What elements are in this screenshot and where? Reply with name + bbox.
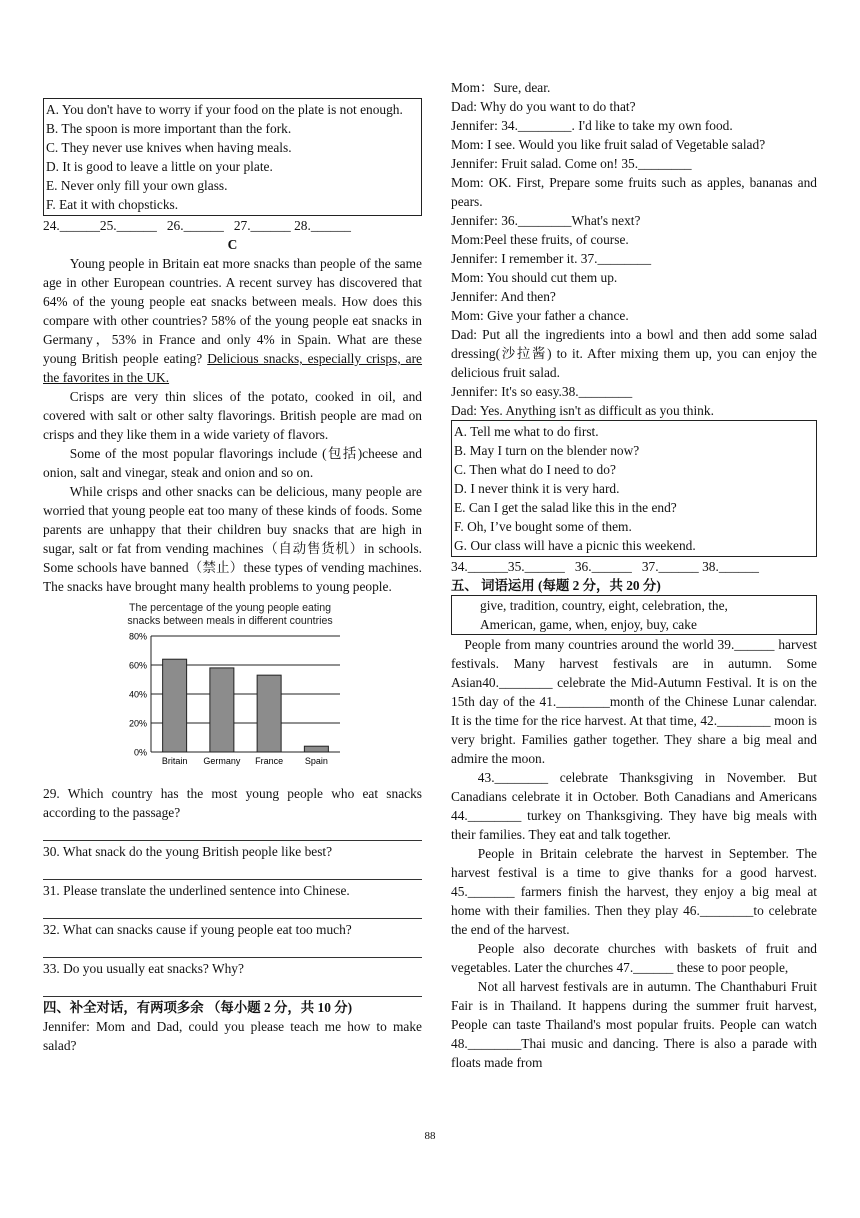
question: 29. Which country has the most young people who eat snacks according to the passage?: [43, 786, 422, 820]
bar-chart: [115, 602, 345, 782]
question: 32. What can snacks cause if young people eat too much?: [43, 922, 352, 937]
dialog-line: Jennifer: 34.________. I'd like to take my own food.: [451, 118, 733, 133]
passage-paragraph: [43, 254, 422, 387]
answer-rule: [43, 861, 422, 880]
question: 31. Please translate the underlined sentence into Chinese.: [43, 883, 350, 898]
passage-paragraph: Some of the most popular flavorings include (包括)cheese and onion, salt and vinegar, steak and onion and so on.: [43, 446, 422, 480]
option-item: G. Our class will have a picnic this weekend.: [454, 538, 696, 553]
bar: [304, 746, 328, 752]
answer-rule: [43, 822, 422, 841]
word-list: give, tradition, country, eight, celebration, the,: [480, 598, 728, 613]
word-box: [451, 595, 817, 635]
chart-svg: [115, 628, 345, 778]
option-item: F. Oh, I’ve bought some of them.: [454, 519, 632, 534]
y-tick-label: 40%: [128, 689, 147, 700]
question: 30. What snack do the young British people like best?: [43, 844, 333, 859]
answer-rule: [43, 978, 422, 997]
word-list: American, game, when, enjoy, buy, cake: [480, 617, 697, 632]
dialog-line: Jennifer: I remember it. 37.________: [451, 251, 652, 266]
question: 33. Do you usually eat snacks? Why?: [43, 961, 244, 976]
dialog-line: Jennifer: And then?: [451, 289, 556, 304]
underlined-sentence: Delicious snacks, especially crisps, are the favorites in the UK.: [43, 351, 423, 385]
option-item: D. I never think it is very hard.: [454, 481, 620, 496]
option-item: C. Then what do I need to do?: [454, 462, 616, 477]
y-tick-label: 20%: [128, 718, 147, 729]
passage-paragraph: Not all harvest festivals are in autumn. The Chanthaburi Fruit Fair is in Thailand. It happens during the summer fruit harvest, People can taste Thailand's most popular fruits. People can watch 48.________Thai music and dancing. There is also a parade with floats made from: [451, 979, 817, 1070]
passage-paragraph: People also decorate churches with baskets of fruit and vegetables. Later the churches 47.______ these to poor people,: [451, 941, 817, 975]
section-heading-c: C: [227, 237, 238, 252]
dialog-line: Jennifer: 36.________What's next?: [451, 213, 641, 228]
left-column: [43, 78, 422, 1055]
answer-rule: [43, 900, 422, 919]
y-tick-label: 80%: [128, 631, 147, 642]
bar: [210, 668, 234, 752]
passage-text: Young people in Britain eat more snacks than people of the same age in other European countries. A recent survey has discovered that 64% of the young people eat snacks between meals. How does this compare with other countries? 58% of the young people eat snacks in Germany，53% in France and only 4% in Spain. What are these young British people eating?: [43, 256, 422, 366]
y-tick-label: 60%: [128, 660, 147, 671]
option-item: A. Tell me what to do first.: [454, 424, 599, 439]
passage-paragraph: Crisps are very thin slices of the potato, cooked in oil, and covered with salt or other salty flavorings. British people are mad on crisps and they like them in a wide variety of flavors.: [43, 389, 422, 442]
right-column: [451, 78, 817, 1072]
section-heading-4: 四、补全对话，有两项多余 （每小题 2 分，共 10 分): [43, 1000, 353, 1015]
dialog-line: Jennifer: Fruit salad. Come on! 35.________: [451, 156, 692, 171]
x-tick-label: Britain: [161, 756, 188, 766]
option-item: D. It is good to leave a little on your plate.: [46, 159, 273, 174]
options-box-d: [451, 420, 817, 557]
x-tick-label: Spain: [304, 756, 328, 766]
y-tick-label: 0%: [133, 747, 147, 758]
passage-paragraph: People from many countries around the world 39.______ harvest festivals. Many harvest festivals are in autumn. Some Asian40.________ celebrate the Mid-Autumn Festival. It is on the 15th day of the 41.________month of the Chinese Lunar calendar. It is the time for the rice harvest. At that time, 42.________ moon is very bright. Families gather together. They share a big meal and admire the moon.: [451, 637, 817, 766]
dialog-line: Mom:Peel these fruits, of course.: [451, 232, 629, 247]
dialog-line: Mom：Sure, dear.: [451, 80, 551, 95]
dialog-line: Dad: Why do you want to do that?: [451, 99, 636, 114]
chart-title: The percentage of the young people eating snacks between meals in different countries: [127, 602, 333, 627]
dialog-line: Dad: Yes. Anything isn't as difficult as you think.: [451, 403, 714, 418]
passage-paragraph: 43.________ celebrate Thanksgiving in November. But Canadians celebrate it in October. Both Canadians and Americans 44.________ turkey on Thanksgiving. They have big meals with their families. They eat and talk together.: [451, 770, 817, 842]
dialog-line: Mom: OK. First, Prepare some fruits such as apples, bananas and pears.: [451, 175, 817, 209]
dialog-line: Dad: Put all the ingredients into a bowl and then add some salad dressing(沙拉酱) to it. After mixing them up, you can enjoy the delicious fruit salad.: [451, 327, 817, 380]
passage-paragraph: People in Britain celebrate the harvest in September. The harvest festival is a time to give thanks for a good harvest. 45._______ farmers finish the harvest, they enjoy a big meal at home with their families. Then they play 46.________to celebrate the end of the harvest.: [451, 846, 817, 937]
passage-paragraph: While crisps and other snacks can be delicious, many people are worried that young people eat too many of these kinds of foods. Some parents are unhappy that their children buy snacks that are high in sugar, salt or fat from vending machines（自动售货机）in schools. Some schools have banned（禁止）these types of vending machines. The snacks have brought many health problems to young people.: [43, 484, 422, 594]
dialog-line: Mom: You should cut them up.: [451, 270, 618, 285]
bar: [257, 675, 281, 752]
dialog-line: Mom: Give your father a chance.: [451, 308, 629, 323]
answer-line-b: 24.______25.______ 26.______ 27.______ 28.______: [43, 218, 351, 233]
x-tick-label: Germany: [203, 756, 241, 766]
option-item: E. Never only fill your own glass.: [46, 178, 228, 193]
option-item: B. May I turn on the blender now?: [454, 443, 640, 458]
dialog-line: Jennifer: Mom and Dad, could you please teach me how to make salad?: [43, 1019, 422, 1053]
x-tick-label: France: [255, 756, 284, 766]
options-box-b: [43, 98, 422, 216]
page-number: 88: [424, 1130, 436, 1142]
dialog-line: Jennifer: It's so easy.38.________: [451, 384, 633, 399]
option-item: A. You don't have to worry if your food on the plate is not enough.: [46, 102, 403, 117]
option-item: E. Can I get the salad like this in the end?: [454, 500, 677, 515]
option-item: F. Eat it with chopsticks.: [46, 197, 179, 212]
section-heading-5: 五、 词语运用 (每题 2 分，共 20 分): [451, 578, 661, 593]
answer-line-d: 34.______35.______ 36.______ 37.______ 38.______: [451, 559, 759, 574]
bar: [163, 659, 187, 752]
option-item: C. They never use knives when having meals.: [46, 140, 292, 155]
answer-rule: [43, 939, 422, 958]
option-item: B. The spoon is more important than the fork.: [46, 121, 292, 136]
dialog-line: Mom: I see. Would you like fruit salad of Vegetable salad?: [451, 137, 766, 152]
